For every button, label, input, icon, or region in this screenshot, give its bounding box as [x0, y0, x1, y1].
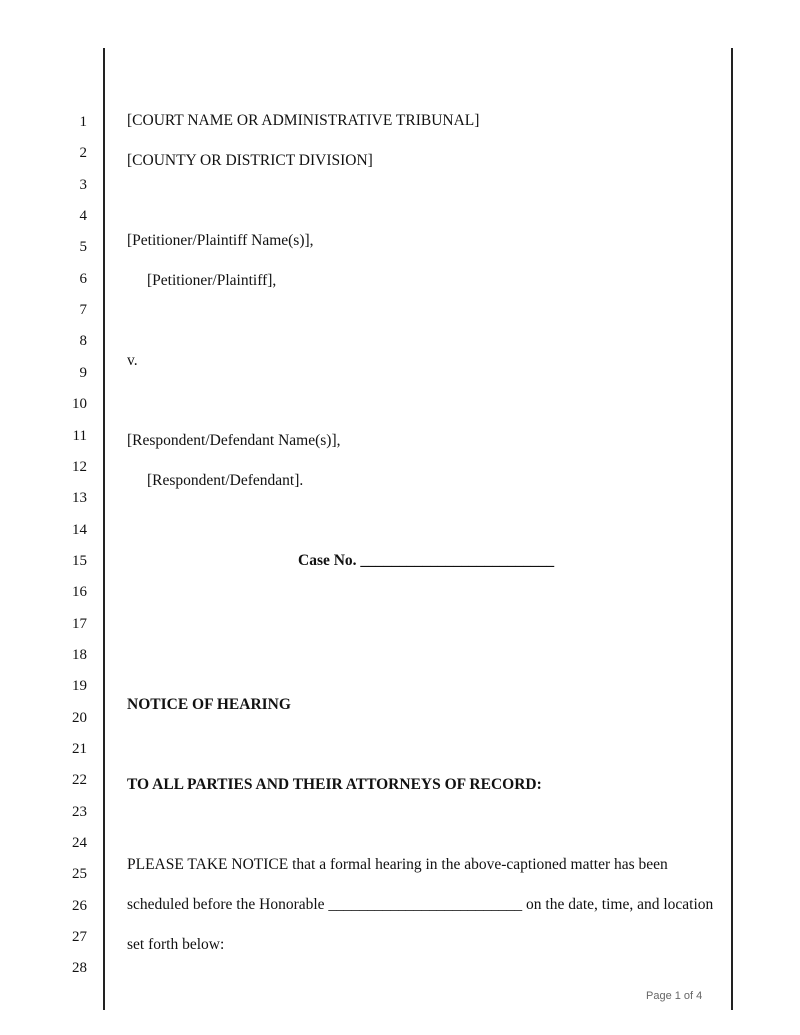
line-number: 11: [72, 427, 87, 444]
paragraph-line-1: PLEASE TAKE NOTICE that a formal hearing in the above-captioned matter has been: [127, 856, 668, 873]
line-number: 3: [79, 176, 87, 193]
line-number: 28: [72, 960, 87, 977]
line-number: 5: [79, 239, 87, 256]
line-number: 15: [72, 552, 87, 569]
right-margin-rule: [731, 48, 733, 1010]
document-title: NOTICE OF HEARING: [127, 696, 291, 713]
respondent-role: [Respondent/Defendant].: [147, 472, 304, 489]
line-number: 10: [72, 396, 87, 413]
line-number: 1: [79, 114, 87, 130]
case-number: Case No. _________________________: [298, 552, 555, 569]
line-number: 7: [79, 302, 87, 319]
petitioner-name: [Petitioner/Plaintiff Name(s)],: [127, 232, 314, 249]
line-number: 20: [72, 709, 87, 726]
page-number: Page 1 of 4: [646, 990, 703, 1002]
paragraph-line-3: set forth below:: [127, 936, 225, 953]
line-number: 4: [79, 208, 87, 225]
line-number: 18: [72, 646, 87, 663]
line-number: 13: [72, 490, 87, 507]
petitioner-role: [Petitioner/Plaintiff],: [147, 272, 277, 289]
line-number: 12: [72, 458, 87, 475]
line-number: 23: [72, 803, 87, 820]
line-number: 19: [72, 678, 87, 695]
line-number: 24: [72, 835, 87, 852]
line-number: 9: [79, 364, 87, 381]
division-name: [COUNTY OR DISTRICT DIVISION]: [127, 152, 373, 169]
line-number: 26: [72, 897, 87, 914]
line-number: 21: [72, 741, 87, 757]
line-number: 6: [79, 270, 87, 287]
versus-label: v.: [127, 352, 138, 369]
line-number: 8: [79, 333, 87, 350]
paragraph-line-2: scheduled before the Honorable _________________________ on the date, time, and location: [127, 896, 714, 913]
line-number: 17: [72, 615, 87, 632]
line-number: 16: [72, 584, 87, 601]
line-number: 22: [72, 772, 87, 789]
court-name: [COURT NAME OR ADMINISTRATIVE TRIBUNAL]: [127, 112, 480, 129]
left-margin-rule: [103, 48, 105, 1010]
line-number: 14: [72, 521, 87, 538]
line-number: 2: [79, 145, 87, 162]
line-number: 27: [72, 929, 87, 946]
salutation: TO ALL PARTIES AND THEIR ATTORNEYS OF RECORD:: [127, 776, 542, 793]
line-number: 25: [72, 866, 87, 883]
respondent-name: [Respondent/Defendant Name(s)],: [127, 432, 341, 449]
